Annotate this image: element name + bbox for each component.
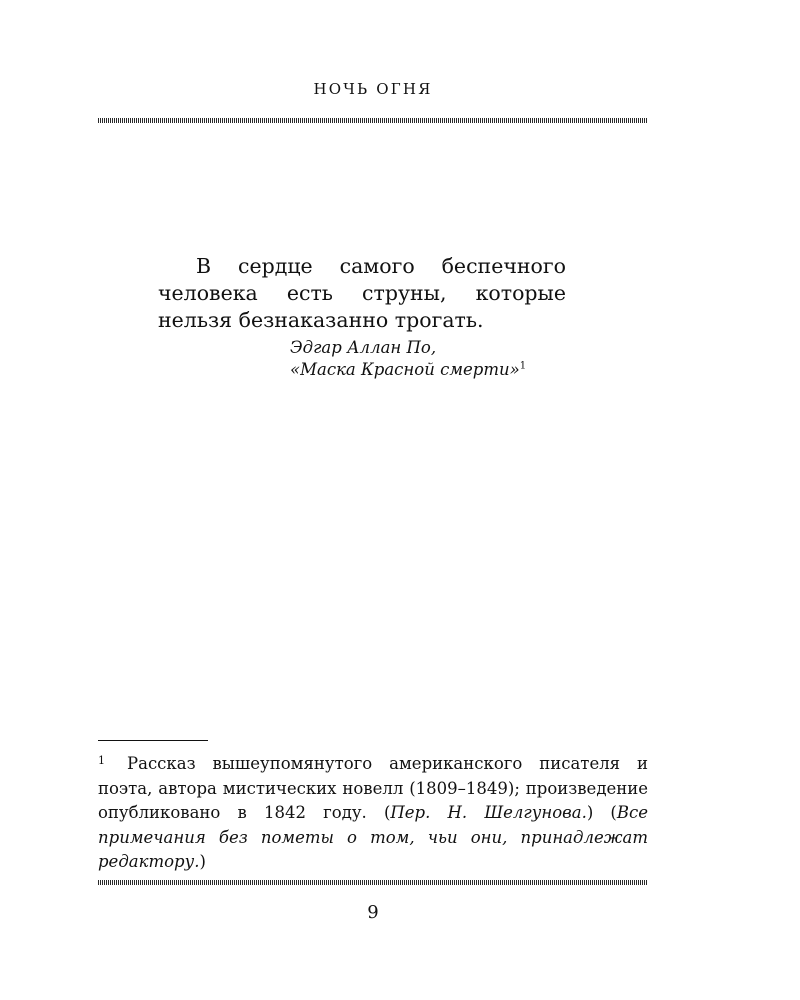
footnote-text-2: ) ( <box>586 803 617 822</box>
epigraph-attribution <box>290 337 526 381</box>
epigraph <box>158 253 566 334</box>
footnote-marker: 1 <box>98 754 105 767</box>
epigraph-text: В сердце самого беспечного человека есть струны, которые нельзя безнаказанно трогать. <box>158 254 566 332</box>
page-number: 9 <box>367 902 379 923</box>
running-header: НОЧЬ ОГНЯ <box>313 80 433 98</box>
footnote-translator: Пер. Н. Шелгунова. <box>390 803 587 822</box>
epigraph-source-line <box>290 359 526 381</box>
footer-rule <box>98 880 648 885</box>
header-rule <box>98 118 648 123</box>
footnote-text-1: Рассказ вышеупомянутого американского писателя и поэта, автора мистических новелл (1809–1849); произведение опубликовано в 1842 году. ( <box>98 754 648 822</box>
epigraph-author: Эдгар Аллан По, <box>290 338 437 357</box>
footnote-text-3: ) <box>199 852 206 871</box>
footnote-separator <box>98 740 208 741</box>
footnote <box>98 749 648 875</box>
footnote-editor-note: Все примечания без пометы о том, чьи они, принадлежат редактору. <box>98 803 649 871</box>
footnote-reference: 1 <box>519 360 527 372</box>
epigraph-source: «Маска Красной смерти» <box>290 360 520 379</box>
